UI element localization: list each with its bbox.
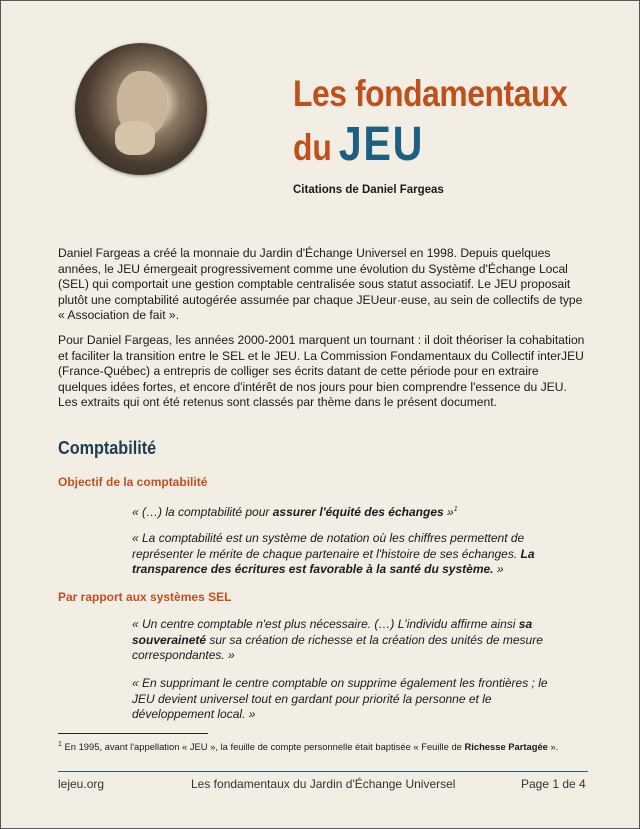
quote: « En supprimant le centre comptable on supprime également les frontières ; le JEU devient universel tout en gardant pour priorité la personne et le développement local. »: [132, 676, 548, 722]
footnote-separator: [58, 733, 208, 734]
footnote-ref[interactable]: 1: [453, 506, 458, 513]
subheading: Par rapport aux systèmes SEL: [58, 590, 232, 604]
intro: [58, 246, 588, 420]
footnote: $^1$ En 1995, avant l'appellation « JEU », la feuille de compte personnelle était baptisée « Feuille de Richesse Partagée ».: [58, 741, 559, 753]
portrait-photo: [75, 43, 207, 175]
section-heading: Comptabilité: [58, 438, 157, 458]
footer-divider: [58, 771, 588, 772]
subheading: Objectif de la comptabilité: [58, 475, 208, 489]
footer-website: lejeu.org: [58, 777, 105, 791]
quote: « (…) la comptabilité pour assurer l'équité des échanges »$^1$: [132, 505, 458, 519]
title-line-2: [293, 117, 424, 172]
quote: « La comptabilité est un système de notation où les chiffres permettent de représenter le mérite de chaque partenaire et l'histoire de ses échanges. La transparence des écritures est favorable à la santé du système. »: [132, 531, 535, 577]
subtitle: Citations de Daniel Fargeas: [293, 184, 444, 196]
title-line-1: Les fondamentaux: [293, 73, 568, 114]
title-prefix: du: [293, 127, 332, 168]
intro-paragraph: Pour Daniel Fargeas, les années 2000-2001 marquent un tournant : il doit théoriser la cohabitation et faciliter la transition entre le SEL et le JEU. La Commission Fondamentaux du Collectif interJEU (France-Québec) a entrepris de colliger ses écrits datant de cette période pour en extraire quelques idées fortes, et encore d'intérêt de nos jours pour bien comprendre l'essence du JEU. Les extraits qui ont été retenus sont classés par thème dans le présent document.: [58, 332, 585, 410]
title-accent: JEU: [338, 118, 425, 171]
intro-paragraph: Daniel Fargeas a créé la monnaie du Jardin d'Échange Universel en 1998. Depuis quelques années, le JEU émergeait progressivement comme une évolution du Système d'Échange Local (SEL) qui comportait une gestion comptable centralisée sous statut associatif. Le JEU proposait plutôt une comptabilité autogérée assumée par chaque JEUeur·euse, au sein de collectifs de type « Association de fait ».: [58, 246, 583, 323]
quote: « Un centre comptable n'est plus nécessaire. (…) L'individu affirme ainsi sa souveraineté sur sa création de richesse et la création des unités de mesure correspondantes. »: [132, 617, 543, 663]
footer-title: Les fondamentaux du Jardin d'Échange Universel: [191, 777, 456, 791]
footer-page-number: Page 1 de 4: [521, 777, 586, 791]
